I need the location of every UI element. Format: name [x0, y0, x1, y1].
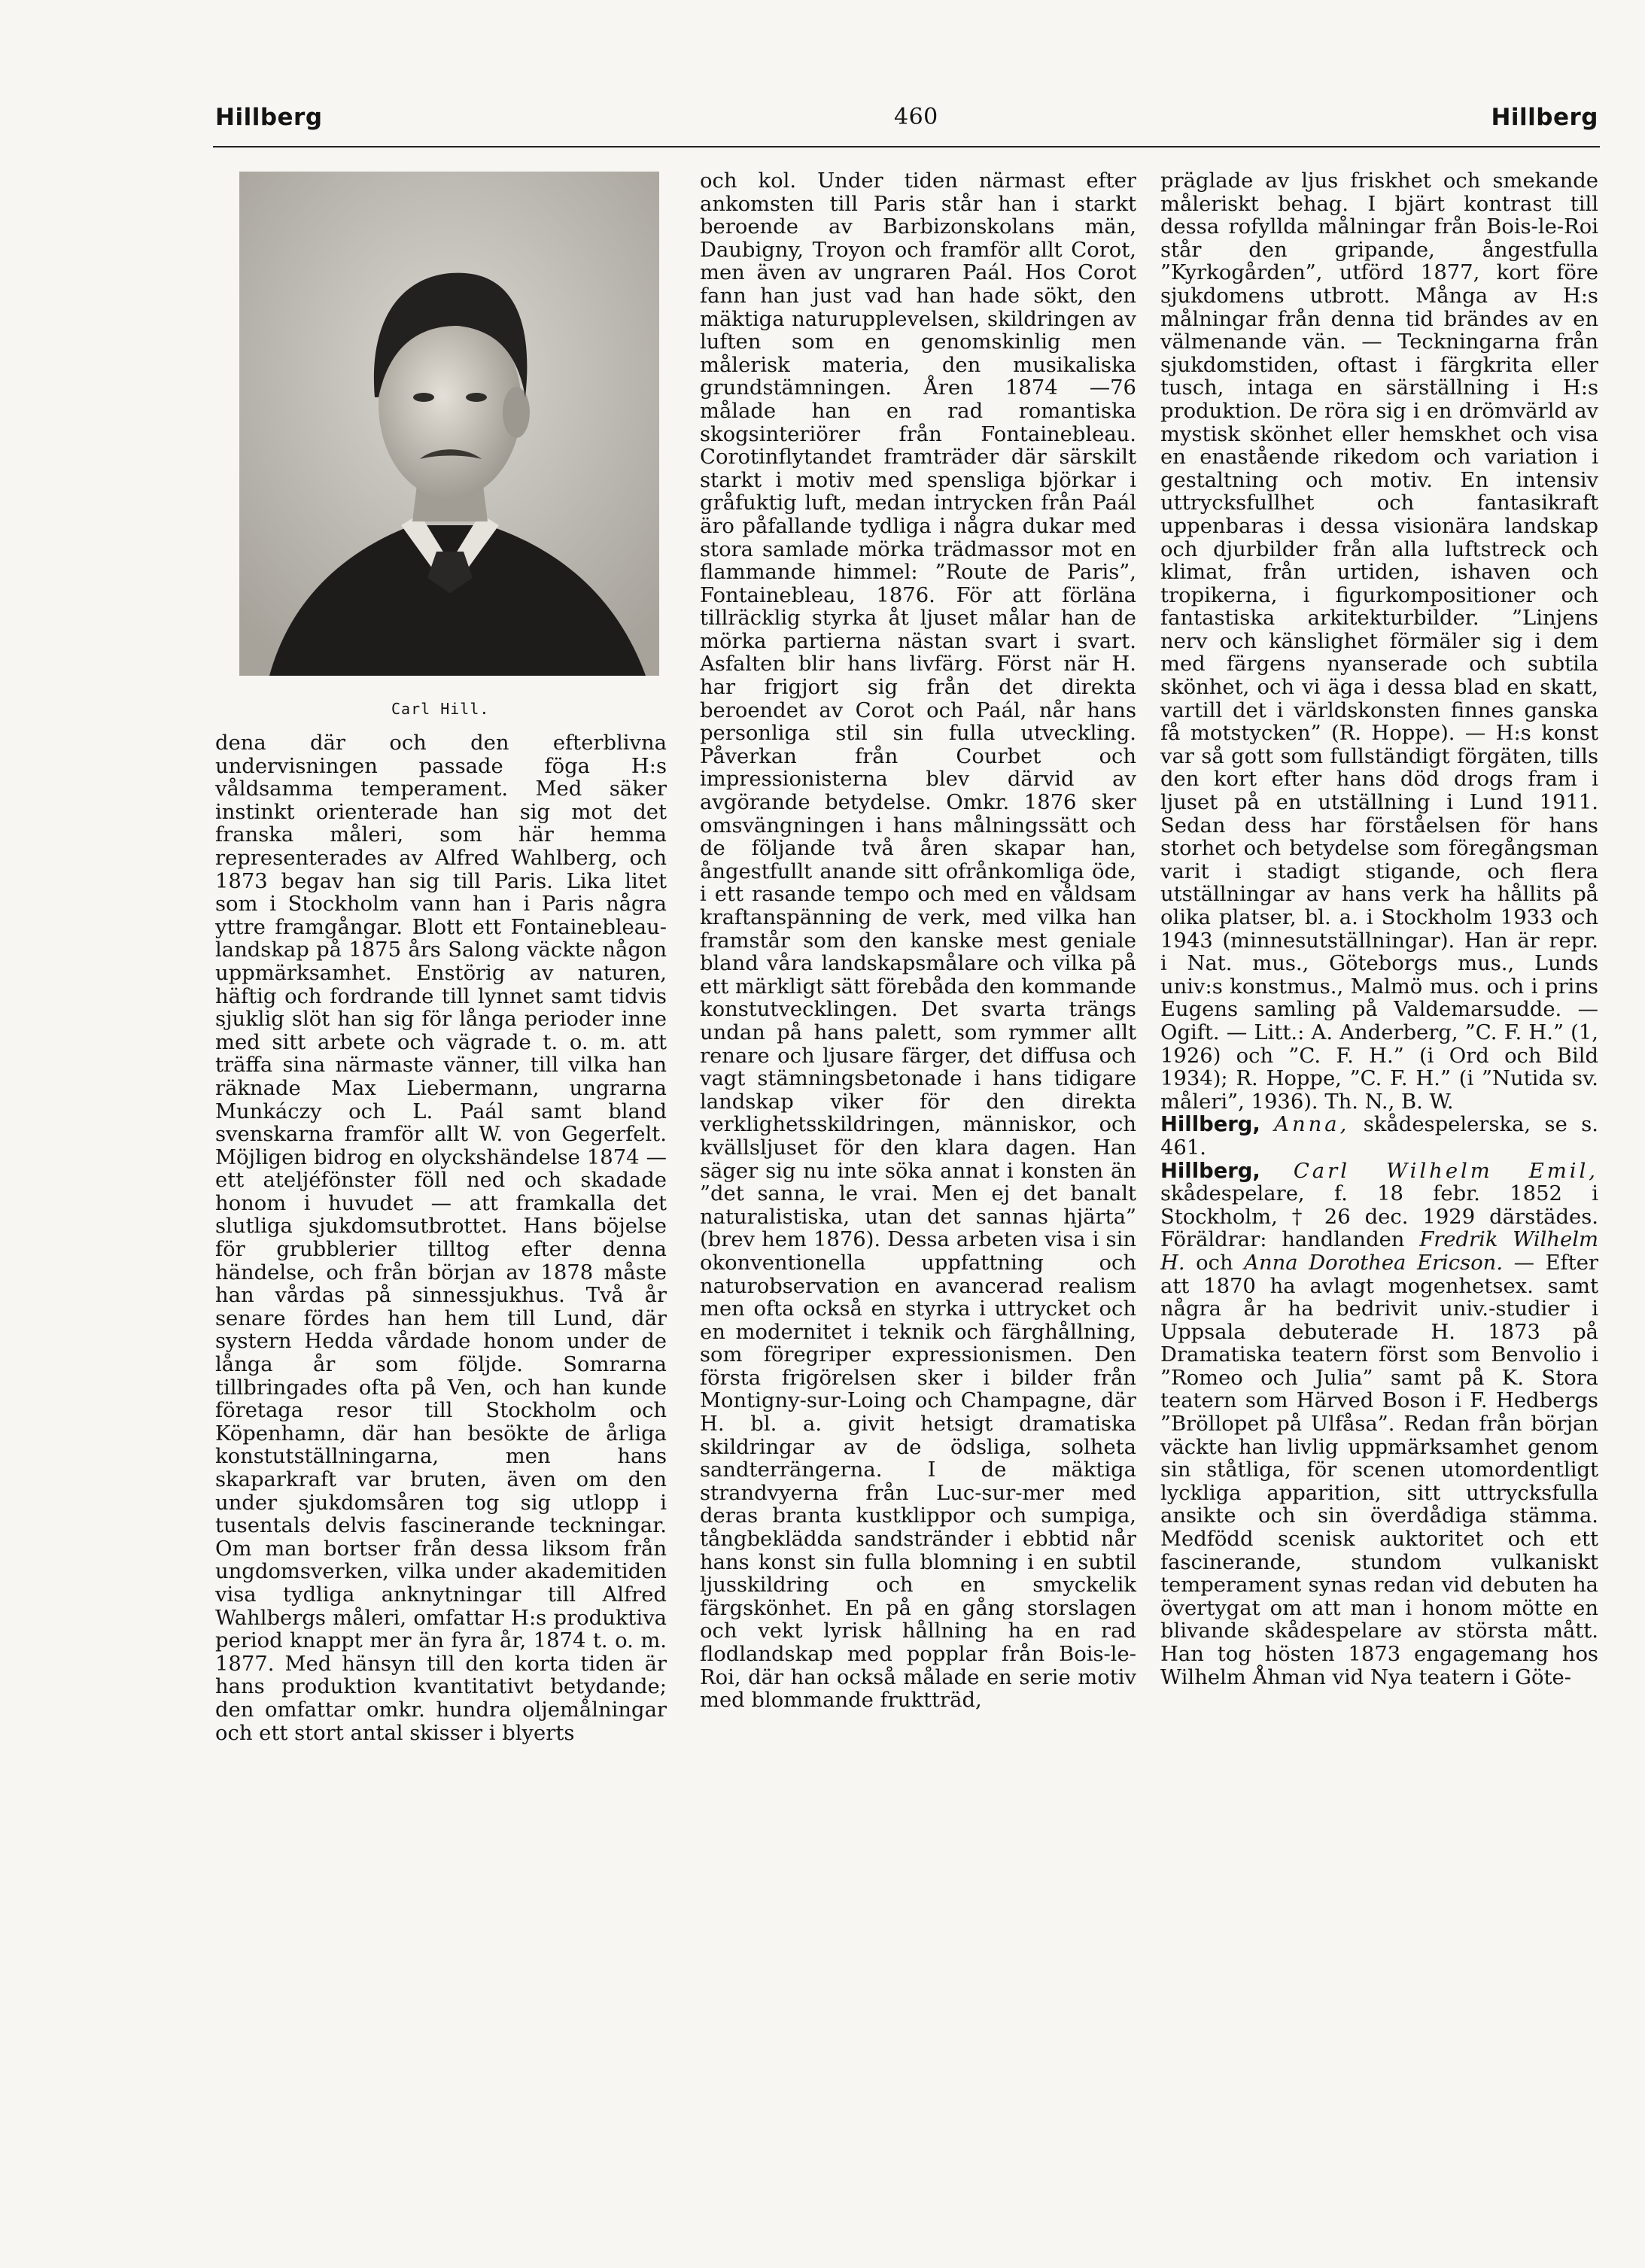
column-2 [700, 170, 1136, 1713]
entry-text: skådespelerska, se s. 461. [1160, 1113, 1598, 1160]
paragraph: och kol. Under tiden närmast efter ankomsten till Paris står han i starkt beroende av Barbizonskolans män, Daubigny, Troyon och framför allt Corot, men även av ungraren Paál. Hos Corot fann han just vad han hade sökt, den mäktiga naturupplevelsen, skildringen av luften som en genomskinlig men målerisk materia, den musikaliska grundstämningen. Åren 1874 —76 målade han en rad romantiska skogsinteriörer från Fontainebleau. Corotinflytandet framträder där särskilt starkt i motiv med spensliga björkar i gråfuktig luft, medan intrycken från Paál äro påfallande tydliga i några dukar med stora samlade mörka trädmassor mot en flammande himmel: ”Route de Paris”, Fontainebleau, 1876. För att förläna tillräcklig styrka åt ljuset målar han de mörka partierna nästan svart i svart. Asfalten blir hans livfärg. Först när H. har frigjort sig från det direkta beroendet av Corot och Paál, når hans personliga stil sin fulla utveckling. Påverkan från Courbet och impressionisterna blev därvid av avgörande betydelse. Omkr. 1876 sker omsvängningen i hans målningssätt och de följande två åren skapar han, ångestfullt anande sitt ofrånkomliga öde, i ett rasande tempo och med en våldsam kraftanspänning de verk, med vilka han framstår som den kanske mest geniale bland våra landskapsmålare och vilka på ett märkligt sätt förebåda den kommande konstutvecklingen. Det svarta trängs undan på hans palett, som rymmer allt renare och ljusare färger, det diffusa och vagt stämningsbetonade i hans tidigare landskap viker för den direkta verklighetsskildringen, människor, och kvällsljuset för den klara dagen. Han säger sig nu inte söka annat i konsten än ”det sanna, le vrai. Men ej det banalt naturalistiska, utan det sannas hjärta” (brev hem 1876). Dessa arbeten visa i sin okonventionella uppfattning och naturobservation en avancerad realism men ofta också en styrka i uttrycket och en modernitet i teknik och färghållning, som föregriper expressionismen. Den första frigörelsen sker i bilder från Montigny-sur-Loing och Champagne, där H. bl. a. givit hetsigt dramatiska skildringar av de ödsliga, solheta sandterrängerna. I de mäktiga strandvyerna från Luc-sur-mer med deras branta kustklippor och sumpiga, tångbeklädda sandstränder i ebbtid når hans konst sin fulla blomning i en subtil ljusskildring och en smyckelik färgskönhet. En på en gång storslagen och vekt lyrisk hållning ha en rad flodlandskap med popplar från Bois-le-Roi, där han också målade en serie motiv med blommande fruktträd, [700, 169, 1137, 1713]
entry-text: och [1184, 1251, 1245, 1275]
header-rule [213, 146, 1600, 147]
entry-carl-hillberg [1160, 1160, 1598, 1690]
column-3 [1160, 170, 1598, 1689]
figure-caption: Carl Hill. [391, 700, 490, 718]
portrait-photo [239, 172, 659, 676]
entry-text: — Efter att 1870 ha avlagt mogenhetsex. samt några år ha bedrivit univ.-studier i Uppsala debuterade H. 1873 på Dramatiska teatern först som Benvolio i ”Romeo och Julia” samt på K. Stora teatern som Härved Boson i F. Hedbergs ”Bröllopet på Ulfåsa”. Redan från början väckte han livlig uppmärksamhet genom sin ståtliga, för scenen utomordentligt lyckliga apparition, sitt uttrycksfulla ansikte och sin överdådiga stämma. Medfödd scenisk auktoritet och ett fascinerande, stundom vulkaniskt temperament synas redan vid debuten ha övertygat om att man i honom mötte en blivande skådespelare av största mått. Han tog hösten 1873 engagemang hos Wilhelm Åhman vid Nya teatern i Göte- [1160, 1251, 1598, 1689]
entry-anna-hillberg [1160, 1114, 1598, 1160]
running-head-left: Hillberg [215, 104, 323, 131]
entry-headword: Hillberg, [1160, 1113, 1260, 1137]
paragraph: dena där och den efterblivna undervisningen passade föga H:s våldsamma temperament. Med säker instinkt orienterade han sig mot det franska måleri, som här hemma representerades av Alfred Wahlberg, och 1873 begav han sig till Paris. Lika litet som i Stockholm vann han i Paris några yttre framgångar. Blott ett Fontainebleau-landskap på 1875 års Salong väckte någon uppmärksamhet. Enstörig av naturen, häftig och fordrande till lynnet samt tidvis sjuklig slöt han sig för långa perioder inne med sitt arbete och vägrade t. o. m. att träffa sina närmaste vänner, till vilka han räknade Max Liebermann, ungrarna Munkáczy och L. Paál samt bland svenskarna framför allt W. von Gegerfelt. Möjligen bidrog en olyckshändelse 1874 — ett ateljéfönster föll ned och skadade honom i huvudet — att framkalla det slutliga sjukdomsutbrottet. Hans böjelse för grubblerier tilltog efter denna händelse, och från början av 1878 måste han vårdas på sinnessjukhus. Två år senare fördes han hem till Lund, där systern Hedda vårdade honom under de långa år som följde. Somrarna tillbringades ofta på Ven, och han kunde företaga resor till Stockholm och Köpenhamn, där han besökte de årliga konstutställningarna, men hans skaparkraft var bruten, även om den under sjukdomsåren tog sig utlopp i tusentals delvis fascinerande teckningar. Om man bortser från dessa liksom från ungdomsverken, vilka under akademitiden visa tydliga anknytningar till Alfred Wahlbergs måleri, omfattar H:s produktiva period knappt mer än fyra år, 1874 t. o. m. 1877. Med hänsyn till den korta tiden är hans produktion kvantitativt betydande; den omfattar omkr. hundra oljemålningar och ett stort antal skisser i blyerts [215, 731, 667, 1745]
entry-mother: Anna Dorothea Ericson. [1244, 1251, 1504, 1275]
entry-given-name: Carl Wilhelm Emil, [1293, 1159, 1598, 1183]
portrait-illustration [239, 172, 659, 676]
entry-text: skådespelare, f. 18 febr. 1852 i Stockholm, † 26 dec. 1929 därstädes. Föräldrar: handlanden [1160, 1182, 1598, 1252]
entry-father: Fredrik Wilhelm H. [1160, 1228, 1598, 1275]
entry-headword: Hillberg, [1160, 1159, 1260, 1183]
entry-given-name: Anna, [1274, 1113, 1350, 1137]
column-1 [215, 732, 667, 1745]
running-head-right: Hillberg [1491, 104, 1598, 131]
paragraph: präglade av ljus friskhet och smekande måleriskt behag. I bjärt kontrast till dessa rofyllda målningar från Bois-le-Roi står den gripande, ångestfulla ”Kyrkogården”, utförd 1877, kort före sjukdomens utbrott. Många av H:s målningar från denna tid brändes av en välmenande vän. — Teckningarna från sjukdomstiden, oftast i färgkrita eller tusch, intaga en särställning i H:s produktion. De röra sig i en drömvärld av mystisk skönhet eller hemskhet och visa en enastående rikedom och variation i gestaltning och motiv. En intensiv uttrycksfullhet och fantasikraft uppenbaras i dessa visionära landskap och djurbilder från alla luftstreck och klimat, från urtiden, ishaven och tropikerna, i figurkompositioner och fantastiska arkitekturbilder. ”Linjens nerv och känslighet förmäler sig i dem med färgens nyanserade och subtila skönhet, och vi äga i dessa blad en skatt, vartill det i världskonsten finnes ganska få motstycken” (R. Hoppe). — H:s konst var så gott som fullständigt förgäten, tills den kort efter hans död drogs fram i ljuset på en utställning i Lund 1911. Sedan dess har förståelsen för hans storhet och betydelse som föregångsman varit i stadigt stigande, och flera utställningar av hans verk ha hållits på olika platser, bl. a. i Stockholm 1933 och 1943 (minnesutställningar). Han är repr. i Nat. mus., Göteborgs mus., Lunds univ:s konstmus., Malmö mus. och i prins Eugens samling på Valdemarsudde. — Ogift. — Litt.: A. Anderberg, ”C. F. H.” (1, 1926) och ”C. F. H.” (i Ord och Bild 1934); R. Hoppe, ”C. F. H.” (i ”Nutida sv. måleri”, 1936). Th. N., B. W. [1160, 169, 1598, 1114]
page-number: 460 [894, 104, 938, 130]
